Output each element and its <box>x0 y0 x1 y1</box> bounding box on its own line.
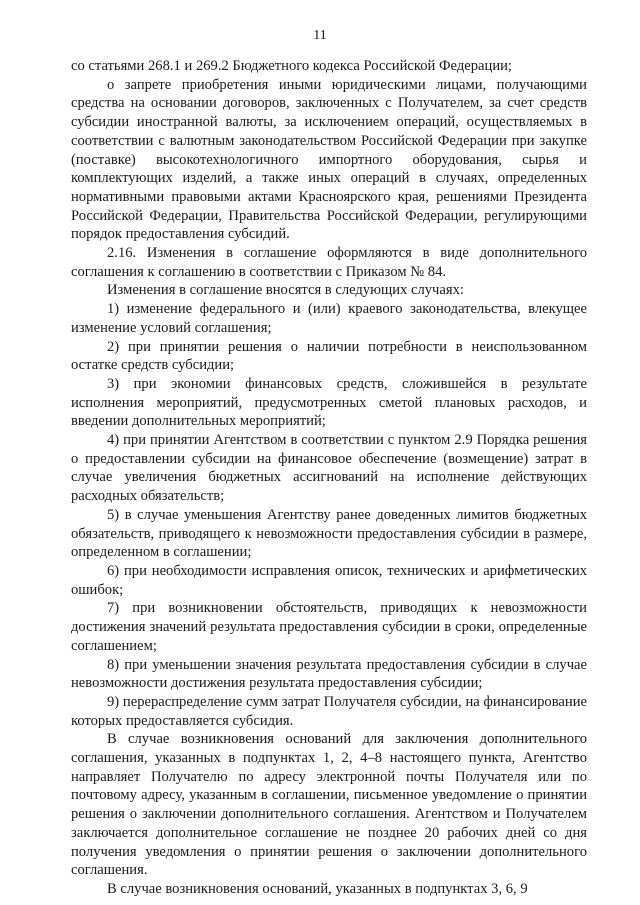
paragraph: Изменения в соглашение вносятся в следующих случаях: <box>107 282 464 299</box>
paragraph: В случае возникновения оснований для заключения дополнительного соглашения, указанных в подпунктах 1, 2, 4–8 настоящего пункта, Агентство направляет Получателю по адресу электронной почты Получателя или по почтовому адресу, указанным в соглашении, письменное уведомление о принятии решения о заключении дополнительного соглашения. Агентством и Получателем заключается дополнительное соглашение не позднее 20 рабочих дней со дня получения уведомления о принятии решения о заключении дополнительного соглашения. <box>71 731 587 879</box>
paragraph: о запрете приобретения иными юридическими лицами, получающими средства на основании договоров, заключенных с Получателем, за счет средств субсидии иностранной валюты, за исключением операций, осуществляемых в соответствии с валютным законодательством Российской Федерации при закупке (поставке) высокотехнологичного импортного оборудования, сырья и комплектующих изделий, а также иных операций в случаях, определенных нормативными правовыми актами Красноярского края, решениями Президента Российской Федерации, Правительства Российской Федерации, регулирующими порядок предоставления субсидий. <box>71 76 587 243</box>
paragraph: 6) при необходимости исправления описок, технических и арифметических ошибок; <box>71 562 587 598</box>
paragraph: 7) при возникновении обстоятельств, приводящих к невозможности достижения значений результата предоставления субсидии в сроки, определенные соглашением; <box>71 600 587 654</box>
page-number: 11 <box>313 28 327 43</box>
paragraph: 9) перераспределение сумм затрат Получателя субсидии, на финансирование которых предоставляется субсидия. <box>71 693 587 729</box>
paragraph: 1) изменение федерального и (или) краевого законодательства, влекущее изменение условий соглашения; <box>71 301 587 336</box>
paragraph: 2) при принятии решения о наличии потребности в неиспользованном остатке средств субсидии; <box>71 338 587 374</box>
paragraph: 3) при экономии финансовых средств, сложившейся в результате исполнения мероприятий, предусмотренных сметой плановых расходов, и введении дополнительных мероприятий; <box>71 375 587 430</box>
paragraph: 4) при принятии Агентством в соответствии с пунктом 2.9 Порядка решения о предоставлении субсидии на финансовое обеспечение (возмещение) затрат в случае увеличения бюджетных ассигнований на исполнение действующих расходных обязательств; <box>71 432 587 505</box>
document-body <box>71 57 587 899</box>
paragraph: 5) в случае уменьшения Агентству ранее доведенных лимитов бюджетных обязательств, приводящего к невозможности предоставления субсидии в размере, определенном в соглашении; <box>71 506 587 561</box>
paragraph: 2.16. Изменения в соглашение оформляются в виде дополнительного соглашения к соглашению в соответствии с Приказом № 84. <box>71 245 587 280</box>
paragraph: 8) при уменьшении значения результата предоставления субсидии в случае невозможности достижения результата предоставления субсидии; <box>71 656 587 692</box>
paragraph: со статьями 268.1 и 269.2 Бюджетного кодекса Российской Федерации; <box>71 58 512 74</box>
paragraph: В случае возникновения оснований, указанных в подпунктах 3, 6, 9 <box>107 880 528 897</box>
